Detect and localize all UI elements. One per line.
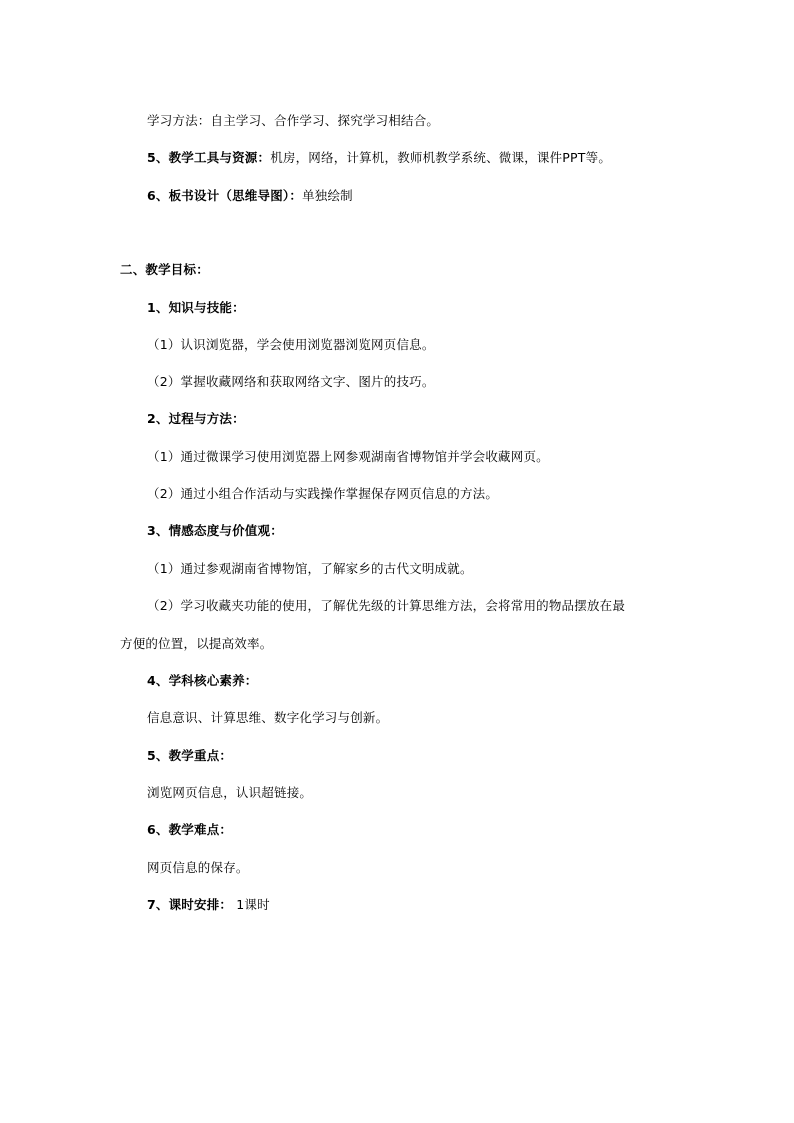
subheading-attitude-values: 3、情感态度与价值观： [147, 523, 283, 538]
subheading-process-method: 2、过程与方法： [147, 411, 245, 426]
class-hours-text: 1课时 [232, 897, 270, 912]
tools-resources-line [147, 148, 611, 168]
subheading-core-literacy: 4、学科核心素养： [147, 673, 258, 688]
difficulties-text: 网页信息的保存。 [147, 860, 249, 875]
core-literacy-text: 信息意识、计算思维、数字化学习与创新。 [147, 710, 389, 725]
board-design-line [147, 186, 353, 206]
subheading-difficulties: 6、教学难点： [147, 822, 233, 837]
list-item: （2）掌握收藏网络和获取网络文字、图片的技巧。 [147, 374, 435, 389]
list-item: （1）通过微课学习使用浏览器上网参观湖南省博物馆并学会收藏网页。 [147, 449, 549, 464]
study-method-line: 学习方法：自主学习、合作学习、探究学习相结合。 [147, 113, 440, 128]
key-points-text: 浏览网页信息，认识超链接。 [147, 785, 313, 800]
tools-resources-text: 机房，网络，计算机，教师机教学系统、微课，课件PPT等。 [270, 150, 612, 165]
list-item: （2）通过小组合作活动与实践操作掌握保存网页信息的方法。 [147, 486, 499, 501]
list-item: （2）学习收藏夹功能的使用，了解优先级的计算思维方法，会将常用的物品摆放在最 [147, 598, 626, 613]
section-heading-objectives: 二、教学目标： [120, 262, 209, 277]
subheading-key-points: 5、教学重点： [147, 748, 233, 763]
list-item: （1）认识浏览器，学会使用浏览器浏览网页信息。 [147, 337, 435, 352]
class-hours-label: 7、课时安排： [147, 897, 233, 912]
board-design-label: 6、板书设计（思维导图）： [147, 188, 303, 203]
class-hours-line [147, 895, 270, 915]
list-item: （1）通过参观湖南省博物馆，了解家乡的古代文明成就。 [147, 561, 473, 576]
board-design-text: 单独绘制 [302, 188, 353, 203]
subheading-knowledge-skills: 1、知识与技能： [147, 300, 245, 315]
list-item-continuation: 方便的位置，以提高效率。 [120, 636, 273, 651]
tools-resources-label: 5、教学工具与资源： [147, 150, 271, 165]
